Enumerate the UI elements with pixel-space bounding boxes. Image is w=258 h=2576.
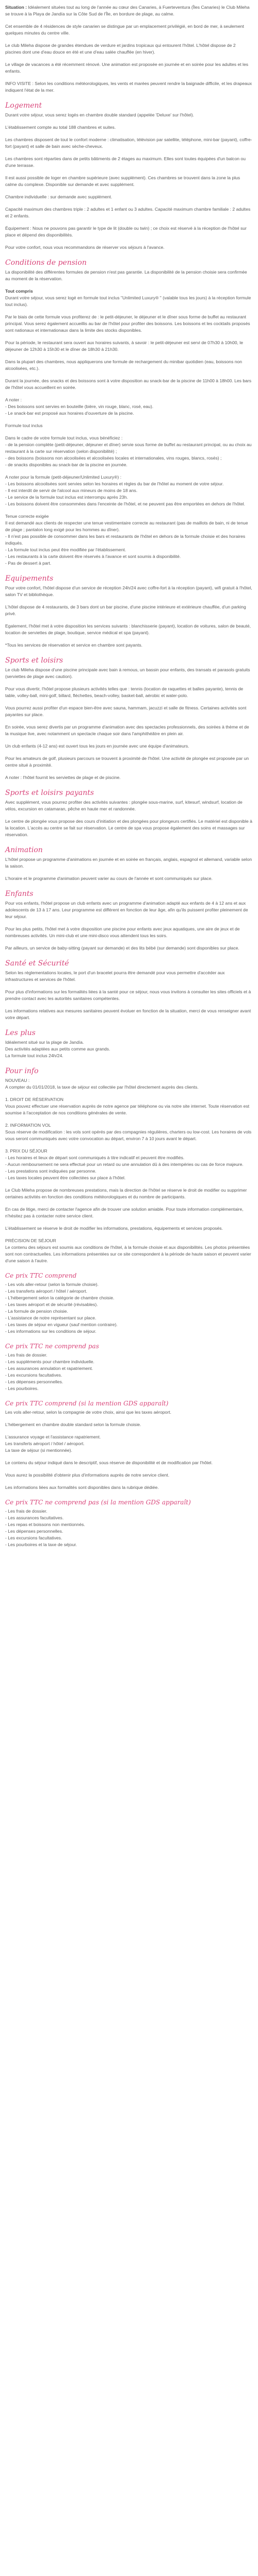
section-title: Pour info	[5, 1067, 39, 1075]
list-item: - Les suppléments pour chambre individuelle.	[5, 1359, 94, 1364]
prix-comprend-gds-section	[5, 1399, 253, 1491]
list-item: - La formule tout inclus peut être modifiée par l'établissement.	[5, 547, 126, 552]
conditions-text: Durant la journée, des snacks et des boissons sont à votre disposition au snack-bar de la piscine de 11h00 à 18h00. Les bars de l'hôtel vous accueillent en soirée.	[5, 378, 252, 390]
animation-note: L'horaire et le programme d'animation peuvent varier au cours de l'année et sont communiqués sur place.	[5, 876, 213, 881]
sante-text: Selon les réglementations locales, le port d'un bracelet pourra être demandé pour vous permettre d'accéder aux infrastructures et services de l'hôtel.	[5, 970, 225, 982]
section-title: Sports et loisirs payants	[5, 789, 94, 797]
equipements-text: Pour votre confort, l'hôtel dispose d'un service de réception 24h/24 avec coffre-fort à la réception (payant), wifi gratuit à l'hôtel, salon TV et bibliothèque.	[5, 585, 252, 597]
list-item: Des activités adaptées aux petits comme aux grands.	[5, 1046, 110, 1052]
prix-ne-comprend-section	[5, 1342, 253, 1392]
logement-text: Chambre individuelle : sur demande avec supplément.	[5, 194, 112, 199]
sports-text: Vous pourrez aussi profiter d'un espace bien-être avec sauna, hammam, jacuzzi et salle de fitness. Certaines activités sont payantes sur place.	[5, 705, 247, 717]
option-text: Vous aurez la possibilité d'obtenir plus d'informations auprès de notre service client.	[5, 1472, 170, 1478]
list-item: Dans le cadre de votre formule tout inclus, vous bénéficiez :	[5, 435, 123, 440]
option-text: Les informations liées aux formalités sont disponibles dans la rubrique dédiée.	[5, 1485, 159, 1490]
list-item: - Les repas et boissons non mentionnés.	[5, 1522, 85, 1527]
sports-text: En soirée, vous serez divertis par un programme d'animation avec des spectacles professionnels, des soirées à thème et de la musique live, avec notamment un spectacle chaque soir dans l'amphithéâtre en plein air.	[5, 724, 249, 736]
list-item: - de la pension complète (petit-déjeuner, déjeuner et dîner) servie sous forme de buffet au restaurant principal, ou au choix au restaurant à la carte sur réservation (selon disponibilité) ;	[5, 442, 252, 454]
section-title: Enfants	[5, 890, 34, 898]
list-item: La formule tout inclus 24h/24.	[5, 1053, 63, 1058]
sante-text: Pour plus d'informations sur les formalités liées à la santé pour ce séjour, nous vous invitons à consulter les sites officiels et à prendre contact avec les autorités sanitaires compétentes.	[5, 989, 251, 1001]
logement-section	[5, 101, 253, 251]
list-item: - Les prestations sont indiquées par personne.	[5, 1168, 96, 1174]
info-heading: PRÉCISION DE SÉJOUR	[5, 1238, 56, 1243]
section-title: Ce prix TTC comprend (si la mention GDS apparaît)	[5, 1400, 169, 1407]
sports-payants-section	[5, 788, 253, 838]
logement-text: Les chambres disposent de tout le confort moderne : climatisation, télévision par satellite, téléphone, mini-bar (payant), coffre-fort (payant) et salle de bain avec sèche-cheveux.	[5, 137, 252, 149]
list-item: - Aucun remboursement ne sera effectué pour un retard ou une annulation dû à des intempéries ou cas de force majeure.	[5, 1162, 244, 1167]
plus-section	[5, 1028, 253, 1059]
list-item: - L'assistance de notre représentant sur place.	[5, 1315, 96, 1320]
formule-label: Formule tout inclus	[5, 423, 43, 428]
conditions-text: La disponibilité des différentes formules de pension n'est pas garantie. La disponibilité de la pension choisie sera confirmée au moment de la réservation.	[5, 269, 247, 281]
conditions-text: Dans la plupart des chambres, nous appliquerons une formule de rechargement du minibar quotidien (eau, boissons non alcoolisées, etc.).	[5, 359, 243, 371]
list-item: - Les excursions facultatives.	[5, 1535, 62, 1540]
conditions-text: Pour la période, le restaurant sera ouvert aux horaires suivants, à savoir : le petit-déjeuner est servi de 07h30 à 10h00, le déjeuner de 12h30 à 15h30 et le dîner de 18h30 à 21h30.	[5, 340, 243, 352]
list-item: - Les frais de dossier.	[5, 1509, 47, 1514]
section-title: Animation	[5, 846, 43, 854]
sports-payants-text: Le centre de plongée vous propose des cours d'initiation et des plongées pour plongeurs certifiés. Le matériel est disponible à la location. L'accès au centre se fait sur réservation. Le centre de spa vous propose également des soins et massages sur réservation.	[5, 819, 252, 837]
situation-text: Le village de vacances a été récemment rénové. Une animation est proposée en journée et en soirée pour les adultes et les enfants.	[5, 62, 249, 74]
list-item: - Les frais de dossier.	[5, 1352, 47, 1358]
enfants-section	[5, 889, 253, 952]
enfants-text: Pour les plus petits, l'hôtel met à votre disposition une piscine pour enfants avec jeux aquatiques, une aire de jeux et de nombreuses activités. Un mini-club et une mini-disco vous attendent tous les soirs.	[5, 926, 240, 938]
option-text: Le contenu du séjour indiqué dans le descriptif, sous réserve de disponibilité et de modification par l'hôtel.	[5, 1460, 213, 1465]
list-item: - Les boissons doivent être consommées dans l'enceinte de l'hôtel, et ne peuvent pas être emportées en dehors de l'hôtel.	[5, 501, 245, 506]
list-item: - Il est interdit de servir de l'alcool aux mineurs de moins de 18 ans.	[5, 488, 138, 493]
enfants-text: Par ailleurs, un service de baby-sitting (payant sur demande) et des lits bébé (sur demande) sont disponibles sur place.	[5, 945, 239, 951]
list-item: - Les dépenses personnelles.	[5, 1529, 63, 1534]
list-item: - Les vols aller-retour (selon la formule choisie).	[5, 1282, 99, 1287]
list-item: Il est demandé aux clients de respecter une tenue vestimentaire correcte au restaurant (pas de maillots de bain, ni de tenue de plage ; pantalon long exigé pour les hommes au dîner).	[5, 520, 248, 532]
sports-section	[5, 656, 253, 781]
equipements-text: *Tous les services de réservation et service en chambre sont payants.	[5, 642, 143, 648]
info-heading: 3. PRIX DU SÉJOUR	[5, 1148, 47, 1154]
a-noter-label: A noter pour la formule (petit-déjeuner/Unlimited Luxury®) :	[5, 474, 122, 480]
list-item: - des boissons (boissons non alcoolisées et alcoolisées locales et internationales, vins rouges, blancs, rosés) ;	[5, 455, 222, 461]
situation-text: Cet ensemble de 4 résidences de style canarien se distingue par un emplacement privilégié, en bord de mer, à seulement quelques minutes du centre ville.	[5, 24, 244, 36]
section-title: Logement	[5, 101, 42, 110]
info-text: Le Club Mileha propose de nombreuses prestations, mais la direction de l'hôtel se réserve le droit de modifier ou supprimer certaines activités en fonction des conditions météorologiques et du nombre de participants.	[5, 1188, 247, 1199]
conditions-text: Par le biais de cette formule vous profiterez de : le petit-déjeuner, le déjeuner et le dîner sous forme de buffet au restaurant principal. Vous serez également accueillis au bar de l'hôtel pour profiter des boissons. Les boissons et les cocktails proposés sont nationaux et internationaux dans la limite des stocks disponibles.	[5, 314, 250, 333]
list-item: - Les pourboires et la taxe de séjour.	[5, 1542, 77, 1547]
list-item: - Les dépenses personnelles.	[5, 1379, 63, 1384]
section-title: Conditions de pension	[5, 259, 87, 267]
info-heading: 2. INFORMATION VOL	[5, 1123, 51, 1128]
equipements-text: Egalement, l'hôtel met à votre disposition les services suivants : blanchisserie (payant), location de voitures, salon de beauté, location de serviettes de plage, boutique, service médical et spa (payant).	[5, 623, 251, 635]
animation-section	[5, 845, 253, 882]
situation-label: Situation :	[5, 5, 27, 10]
info-text: L'établissement se réserve le droit de modifier les informations, prestations, équipements et services proposés.	[5, 1226, 223, 1231]
equipements-section	[5, 574, 253, 649]
sports-text: Pour vous divertir, l'hôtel propose plusieurs activités telles que : tennis (location de raquettes et balles payante), tennis de table, volley-ball, mini-golf, billard, fléchettes, beach-volley, basket-ball, aérobic et water-polo.	[5, 686, 244, 698]
section-title: Ce prix TTC ne comprend pas	[5, 1343, 99, 1350]
list-item: - Il n'est pas possible de consommer dans les bars et restaurants de l'hôtel en dehors de la formule choisie et des horaires indiqués.	[5, 534, 246, 546]
a-noter-label: A noter :	[5, 397, 22, 402]
sante-text: Les informations relatives aux mesures sanitaires peuvent évoluer en fonction de la situation, merci de vous renseigner avant votre départ.	[5, 1008, 251, 1020]
situation-text: Le club Mileha dispose de grandes étendues de verdure et jardins tropicaux qui entourent l'hôtel. L'hôtel dispose de 2 piscines dont une d'eau douce en été et une d'eau salée chauffée (en hiver).	[5, 43, 236, 55]
situation-text: INFO VISITE : Selon les conditions météorologiques, les vents et marées peuvent rendre la baignade difficile, et les drapeaux indiquent l'état de la mer.	[5, 81, 252, 93]
list-item: Idéalement situé sur la plage de Jandía.	[5, 1040, 84, 1045]
pour-info-section	[5, 1066, 253, 1264]
info-text: En cas de litige, merci de contacter l'agence afin de trouver une solution amiable. Pour toute information complémentaire, n'hésitez pas à contacter notre service client.	[5, 1207, 244, 1218]
logement-text: Il est aussi possible de loger en chambre supérieure (avec supplément). Ces chambres se trouvent dans la zone la plus calme du complexe. Disponible sur demande et avec supplément.	[5, 175, 240, 187]
logement-text: Capacité maximum des chambres triple : 2 adultes et 1 enfant ou 3 adultes. Capacité maximum chambre familiale : 2 adultes et 2 enfants.	[5, 207, 251, 218]
sports-text: Pour les amateurs de golf, plusieurs parcours se trouvent à proximité de l'hôtel. Une activité de plongée est proposée par un centre situé à proximité.	[5, 756, 249, 768]
situation-section	[5, 4, 253, 94]
sports-text: A noter : l'hôtel fournit les serviettes de plage et de piscine.	[5, 775, 121, 780]
prix-ne-comprend-gds-section	[5, 1498, 253, 1548]
list-item: - L'hébergement selon la catégorie de chambre choisie.	[5, 1295, 115, 1300]
info-text: Sous réserve de modification : les vols sont opérés par des compagnies régulières, charters ou low-cost. Les horaires de vols vous seront communiqués avec votre convocation au départ, environ 7 à 10 jours avant le départ.	[5, 1129, 252, 1141]
info-text: Vous pouvez effectuer une réservation auprès de notre agence par téléphone ou via notre site internet. Toute réservation est soumise à l'acceptation de nos conditions générales de vente.	[5, 1104, 250, 1115]
sports-text: Le club Mileha dispose d'une piscine principale avec bain à remous, un bassin pour enfants, des transats et parasols gratuits (serviettes de plage avec caution).	[5, 667, 250, 679]
list-item: - Les taxes de séjour en vigueur (sauf mention contraire).	[5, 1322, 118, 1327]
list-item: - Le snack-bar est proposé aux horaires d'ouverture de la piscine.	[5, 411, 134, 416]
section-title: Ce prix TTC comprend	[5, 1272, 77, 1279]
section-title: Les plus	[5, 1029, 36, 1037]
info-text: Le contenu des séjours est soumis aux conditions de l'hôtel, à la formule choisie et aux disponibilités. Les photos présentées sont non contractuelles. Les informations présentées sur ce site correspondent à la période de haute saison et peuvent varier d'une saison à l'autre.	[5, 1245, 251, 1263]
info-text: NOUVEAU :	[5, 1078, 30, 1083]
logement-outro: Pour votre confort, nous vous recommandons de réserver vos séjours à l'avance.	[5, 245, 165, 250]
list-item: - Les pourboires.	[5, 1386, 39, 1391]
list-item: - Les transferts aéroport / hôtel / aéroport.	[5, 1289, 88, 1294]
list-item: - Les restaurants à la carte doivent être réservés à l'avance et sont soumis à disponibilité.	[5, 554, 181, 559]
section-title: Equipements	[5, 574, 54, 583]
sports-payants-text: Avec supplément, vous pourrez profiter des activités suivantes : plongée sous-marine, surf, kitesurf, windsurf, location de vélos, excursion en catamaran, pêche en haute mer et randonnée.	[5, 800, 243, 811]
info-heading: 1. DROIT DE RÉSERVATION	[5, 1097, 64, 1102]
section-title: Ce prix TTC ne comprend pas (si la mention GDS apparaît)	[5, 1499, 191, 1506]
sports-text: Un club enfants (4-12 ans) est ouvert tous les jours en journée avec une équipe d'animateurs.	[5, 743, 189, 749]
logement-text: Les chambres sont réparties dans de petits bâtiments de 2 étages au maximum. Elles sont toutes équipées d'un balcon ou d'une terrasse.	[5, 156, 246, 168]
logement-text: Durant votre séjour, vous serez logés en chambre double standard (appelée 'Deluxe' sur l'hôtel).	[5, 112, 195, 117]
list-item: - de snacks disponibles au snack-bar de la piscine en journée.	[5, 462, 127, 467]
list-item: - Les taxes aéroport et de sécurité (révisables).	[5, 1302, 98, 1307]
logement-text: Équipement : Nous ne pouvons pas garantir le type de lit (double ou twin) ; ce choix est réservé à la réception de l'hôtel sur place et dépend des disponibilités.	[5, 226, 247, 238]
prix-comprend-section	[5, 1272, 253, 1335]
logement-text: L'établissement compte au total 188 chambres et suites.	[5, 125, 116, 130]
list-item: L'assurance voyage et l'assistance rapatriement.	[5, 1434, 101, 1439]
list-item: Les transferts aéroport / hôtel / aéroport.	[5, 1441, 85, 1446]
conditions-text: Durant votre séjour, vous serez logé en formule tout inclus "Unlimited Luxury® " (valable tous les jours) à la réception formule tout inclus).	[5, 295, 251, 307]
list-item: - Les assurances annulation et rapatriement.	[5, 1366, 93, 1371]
situation-text: Idéalement situées tout au long de l'année au cœur des Canaries, à Fuerteventura (Îles Canaries) le Club Mileha se trouve à la Playa de Jandía sur la Côte Sud de l'Île, en bordure de plage, au calme.	[5, 5, 250, 16]
list-item: - Le service de la formule tout inclus est interrompu après 23h.	[5, 495, 128, 500]
list-item: - Les informations sur les conditions de séjour.	[5, 1329, 96, 1334]
list-item: - Les excursions facultatives.	[5, 1372, 62, 1378]
list-item: - Les horaires et lieux de départ sont communiqués à titre indicatif et peuvent être modifiés.	[5, 1155, 185, 1160]
equipements-text: L'hôtel dispose de 4 restaurants, de 3 bars dont un bar piscine, d'une piscine intérieure et extérieure chauffée, d'un parking privé.	[5, 604, 246, 616]
section-title: Sports et loisirs	[5, 656, 63, 665]
tenue-label: Tenue correcte exigée	[5, 514, 49, 519]
animation-text: L'hôtel propose un programme d'animations en journée et en soirée en français, anglais, espagnol et allemand, variable selon la saison.	[5, 857, 252, 869]
list-item: - Les assurances facultatives.	[5, 1515, 64, 1520]
list-item: - Des boissons sont servies en bouteille (bière, vin rouge, blanc, rosé, eau).	[5, 404, 154, 409]
list-item: La taxe de séjour (si mentionnée).	[5, 1448, 72, 1453]
info-text: A compter du 01/01/2018, la taxe de séjour est collectée par l'hôtel directement auprès des clients.	[5, 1084, 199, 1090]
enfants-text: Pour vos enfants, l'hôtel propose un club enfants avec un programme d'animation adapté aux enfants de 4 à 12 ans et aux adolescents de 13 à 17 ans. Leur programme est différent en fonction de leur âge, afin qu'ils puissent profiter pleinement de leur séjour.	[5, 901, 248, 919]
sante-section	[5, 959, 253, 1021]
list-item: - Pas de dessert à part.	[5, 561, 52, 566]
list-item: - La formule de pension choisie.	[5, 1309, 68, 1314]
conditions-section	[5, 258, 253, 567]
section-title: Santé et Sécurité	[5, 959, 69, 968]
option-text: Les vols aller-retour, selon la compagnie de votre choix, ainsi que les taxes aéroport.	[5, 1410, 171, 1415]
list-item: - Les boissons alcoolisées sont servies selon les horaires et règles du bar de l'hôtel au moment de votre séjour.	[5, 481, 224, 486]
option-text: L'hébergement en chambre double standard selon la formule choisie.	[5, 1422, 141, 1427]
tout-compris-label: Tout compris	[5, 289, 33, 294]
list-item: - Les taxes locales peuvent être collectées sur place à l'hôtel.	[5, 1175, 126, 1180]
